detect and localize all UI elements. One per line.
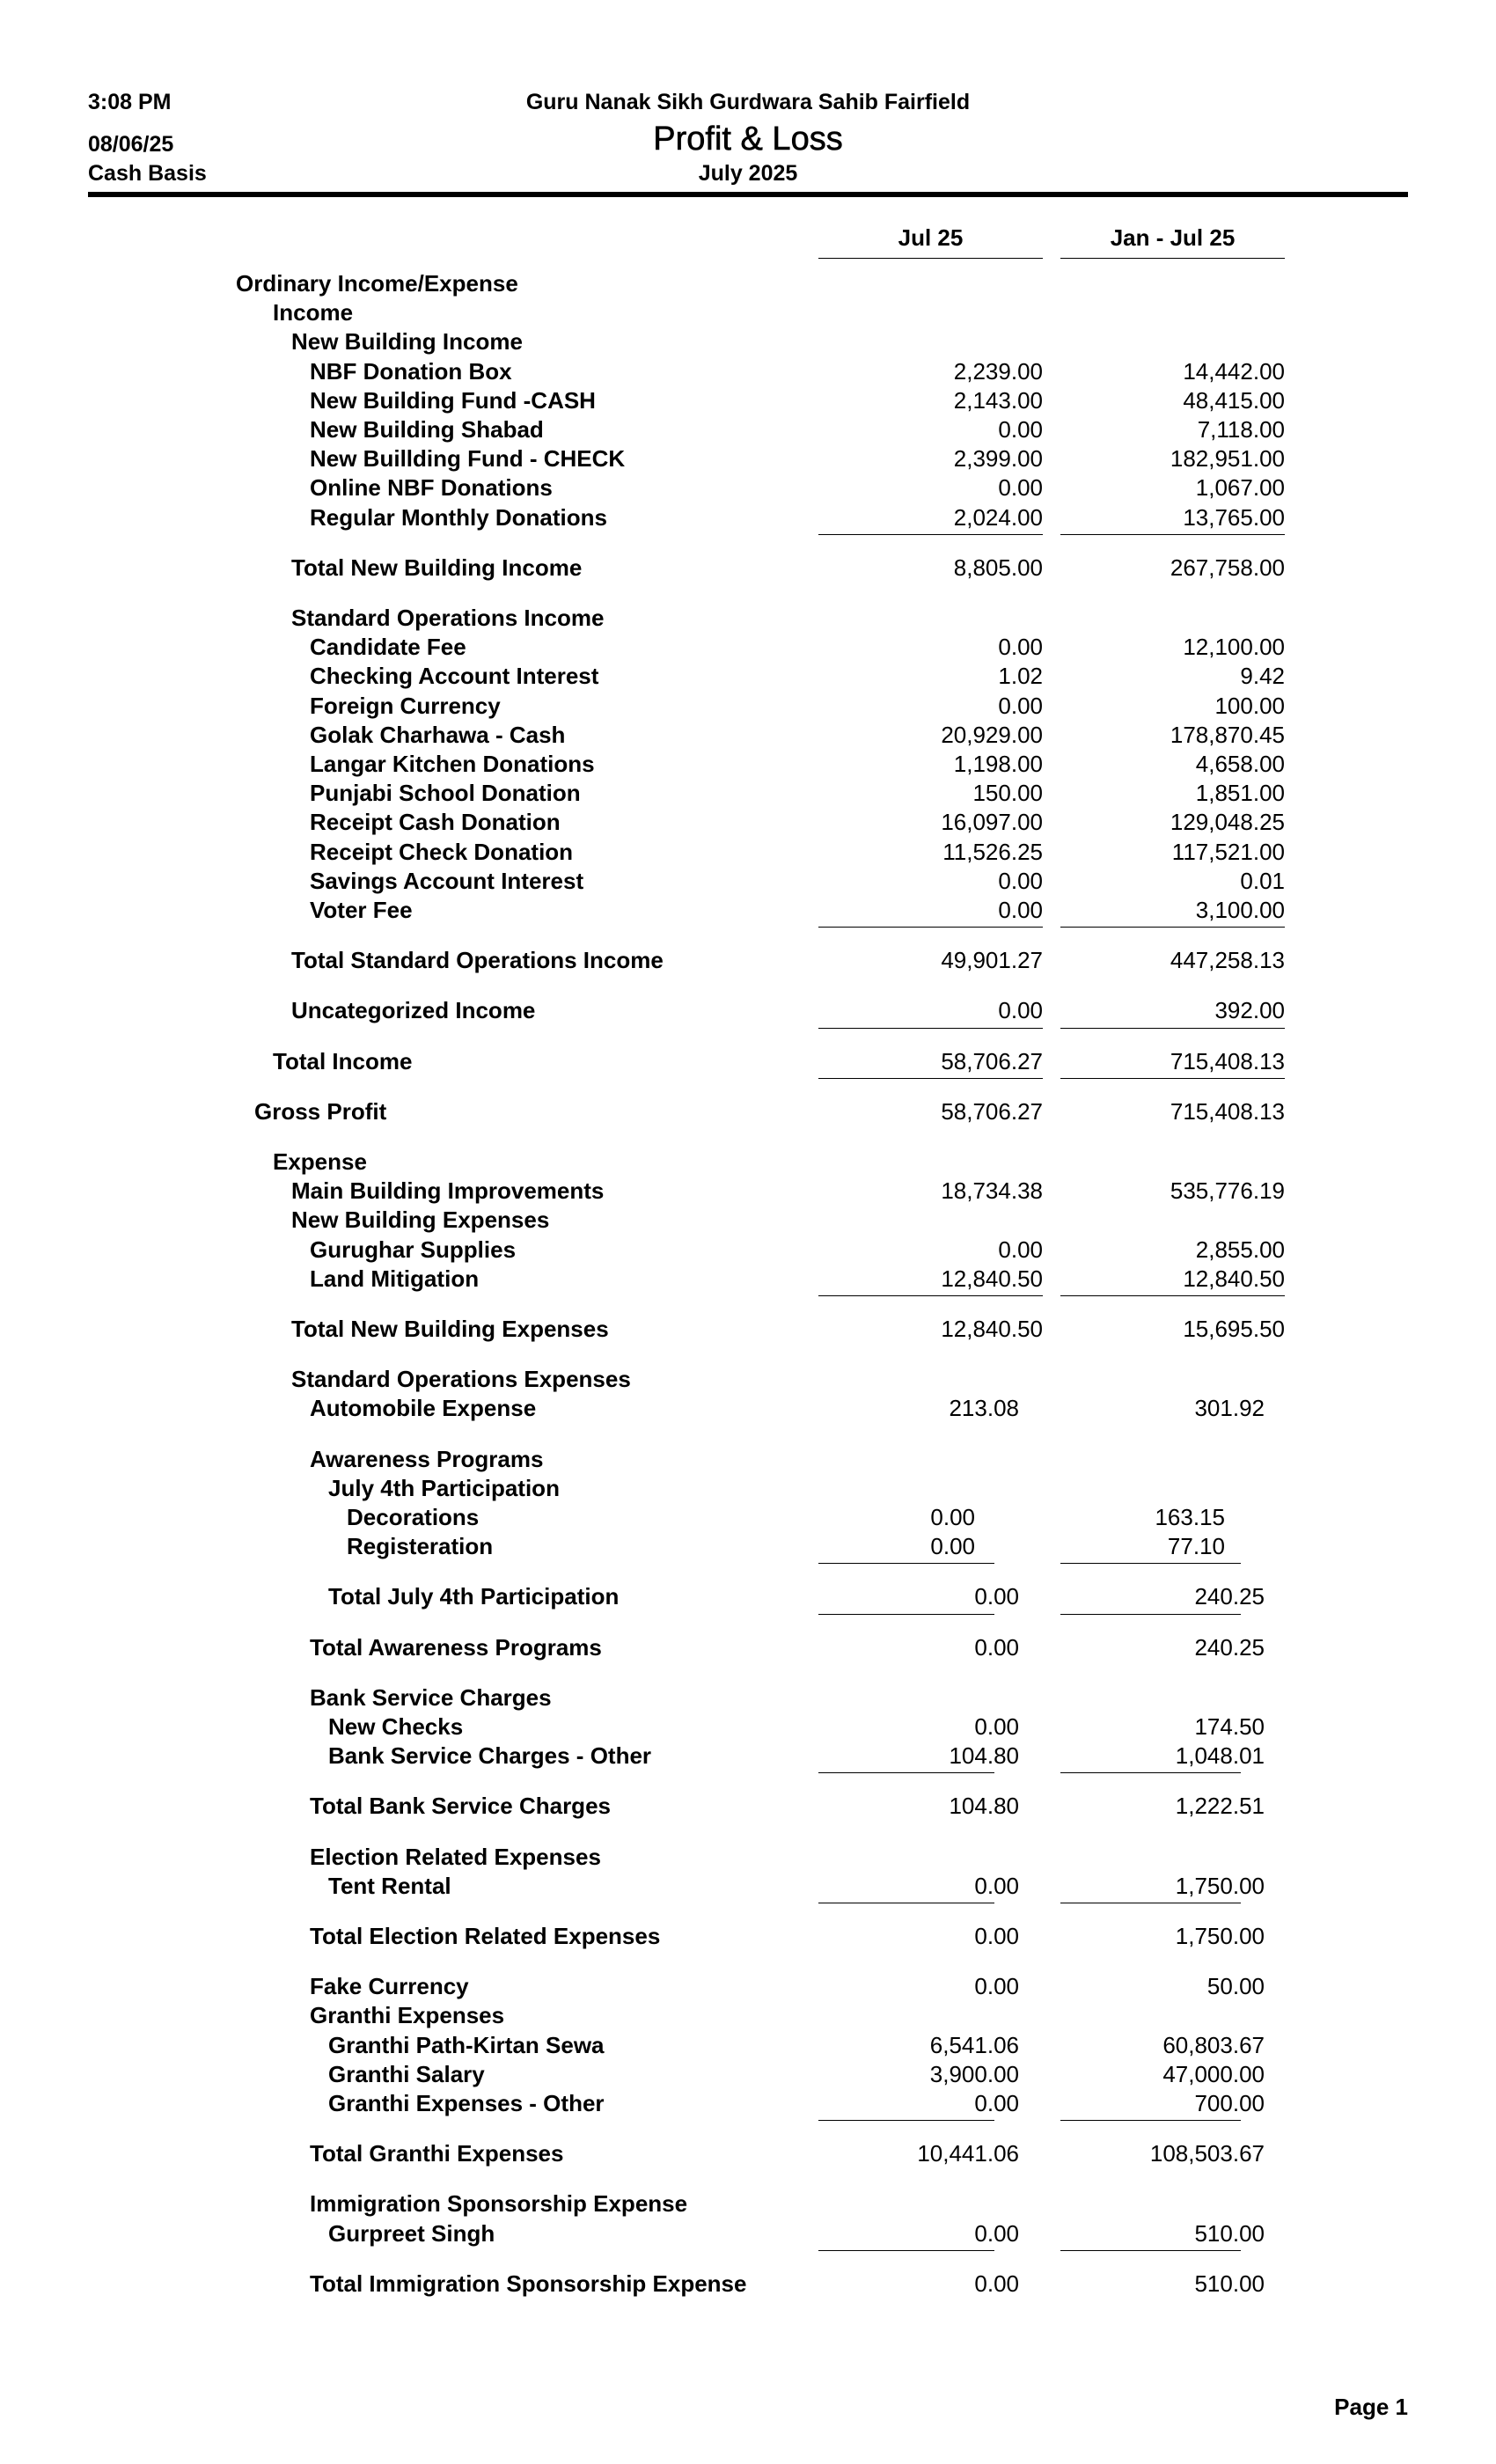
row-label: Standard Operations Income: [291, 605, 605, 631]
table-row: [0, 1206, 1496, 1235]
table-row: [0, 554, 1496, 583]
row-label: New Building Shabad: [310, 416, 544, 443]
amount-ytd: 1,750.00: [1175, 1923, 1265, 1949]
row-label: Ordinary Income/Expense: [236, 270, 518, 297]
amount-jul: 0.00: [974, 2270, 1019, 2297]
row-label: Total Bank Service Charges: [310, 1793, 611, 1820]
amount-ytd: 48,415.00: [1183, 386, 1285, 414]
amount-ytd: 15,695.50: [1183, 1316, 1285, 1342]
report-time: 3:08 PM: [88, 90, 172, 114]
row-label: Awareness Programs: [310, 1445, 544, 1472]
row-label: Receipt Cash Donation: [310, 809, 561, 836]
table-row: [0, 867, 1496, 896]
subtotal-rule: [818, 1078, 1043, 1079]
amount-ytd: 129,048.25: [1170, 809, 1285, 836]
row-label: Uncategorized Income: [291, 997, 536, 1024]
amount-ytd: 50.00: [1206, 1973, 1265, 2000]
row-label: Fake Currency: [310, 1973, 469, 2000]
row-label: Gross Profit: [254, 1097, 387, 1125]
amount-ytd: 392.00: [1214, 997, 1285, 1024]
row-label: Savings Account Interest: [310, 867, 584, 894]
subtotal-rule: [1060, 1028, 1285, 1029]
amount-ytd: 4,658.00: [1195, 751, 1285, 777]
table-row: [0, 2089, 1496, 2118]
row-label: Total Immigration Sponsorship Expense: [310, 2270, 747, 2297]
row-label: Election Related Expenses: [310, 1843, 601, 1870]
amount-ytd: 13,765.00: [1183, 503, 1285, 531]
amount-jul: 0.00: [974, 1713, 1019, 1740]
amount-ytd: 182,951.00: [1170, 445, 1285, 473]
row-label: Granthi Expenses - Other: [328, 2090, 605, 2116]
row-label: Total Awareness Programs: [310, 1633, 602, 1661]
row-label: Punjabi School Donation: [310, 780, 581, 807]
amount-ytd: 77.10: [1167, 1533, 1225, 1560]
row-label: Land Mitigation: [310, 1265, 480, 1292]
amount-ytd: 60,803.67: [1162, 2031, 1265, 2058]
amount-jul: 18,734.38: [941, 1177, 1043, 1205]
amount-jul: 2,143.00: [953, 386, 1043, 414]
row-label: Granthi Path-Kirtan Sewa: [328, 2031, 605, 2058]
table-row: [0, 1236, 1496, 1265]
amount-jul: 0.00: [974, 1583, 1019, 1610]
report-title: Profit & Loss: [653, 121, 843, 158]
subtotal-rule: [818, 534, 1043, 535]
table-row: [0, 1922, 1496, 1951]
report-date: 08/06/25: [88, 132, 174, 157]
amount-jul: 8,805.00: [953, 554, 1043, 581]
table-row: [0, 808, 1496, 837]
row-label: Regular Monthly Donations: [310, 503, 607, 531]
row-label: Receipt Check Donation: [310, 838, 574, 865]
row-label: Bank Service Charges - Other: [328, 1742, 652, 1770]
row-label: Voter Fee: [310, 897, 413, 923]
table-row: [0, 1177, 1496, 1206]
table-row: [0, 444, 1496, 473]
amount-ytd: 715,408.13: [1170, 1097, 1285, 1125]
subtotal-rule: [818, 1295, 1043, 1296]
amount-ytd: 240.25: [1194, 1583, 1265, 1610]
row-label: Registeration: [347, 1533, 494, 1560]
table-row: [0, 2060, 1496, 2089]
table-row: [0, 1633, 1496, 1662]
amount-jul: 0.00: [974, 2090, 1019, 2116]
table-row: [0, 2219, 1496, 2248]
amount-jul: 0.00: [998, 416, 1043, 443]
subtotal-rule: [1060, 534, 1285, 535]
amount-ytd: 301.92: [1194, 1395, 1265, 1422]
amount-ytd: 1,851.00: [1195, 780, 1285, 807]
amount-ytd: 0.01: [1240, 867, 1285, 894]
subtotal-rule: [1060, 1295, 1285, 1296]
row-label: Foreign Currency: [310, 692, 501, 719]
table-row: [0, 896, 1496, 925]
amount-ytd: 14,442.00: [1183, 357, 1285, 385]
table-row: [0, 1532, 1496, 1561]
row-label: Total Granthi Expenses: [310, 2140, 564, 2167]
table-row: [0, 1843, 1496, 1872]
amount-ytd: 2,855.00: [1195, 1236, 1285, 1263]
report-period: July 2025: [698, 161, 798, 186]
subtotal-rule: [818, 1614, 994, 1615]
table-row: [0, 2270, 1496, 2299]
table-row: [0, 473, 1496, 502]
row-label: Candidate Fee: [310, 634, 466, 661]
table-row: [0, 2189, 1496, 2218]
row-label: Main Building Improvements: [291, 1177, 605, 1205]
subtotal-rule: [818, 2120, 994, 2121]
table-row: [0, 503, 1496, 532]
amount-jul: 11,526.25: [942, 838, 1043, 865]
amount-jul: 20,929.00: [941, 721, 1043, 748]
table-row: [0, 357, 1496, 386]
amount-ytd: 12,100.00: [1183, 634, 1285, 661]
amount-jul: 0.00: [974, 2219, 1019, 2247]
table-row: [0, 1445, 1496, 1474]
amount-jul: 0.00: [998, 867, 1043, 894]
table-row: [0, 1972, 1496, 2001]
subtotal-rule: [1060, 1078, 1285, 1079]
table-row: [0, 1097, 1496, 1126]
table-row: [0, 1148, 1496, 1177]
amount-ytd: 9.42: [1240, 663, 1285, 690]
table-row: [0, 1683, 1496, 1712]
amount-ytd: 700.00: [1194, 2090, 1265, 2116]
amount-jul: 49,901.27: [941, 947, 1043, 974]
subtotal-rule: [818, 1772, 994, 1773]
table-row: [0, 1365, 1496, 1394]
subtotal-rule: [1060, 1772, 1241, 1773]
amount-jul: 12,840.50: [941, 1316, 1043, 1342]
column-header-ytd: Jan - Jul 25: [1110, 224, 1236, 251]
amount-jul: 0.00: [998, 634, 1043, 661]
row-label: Tent Rental: [328, 1872, 451, 1899]
subtotal-rule: [1060, 1614, 1241, 1615]
amount-jul: 2,399.00: [953, 445, 1043, 473]
row-label: Gurpreet Singh: [328, 2219, 495, 2247]
table-row: [0, 1712, 1496, 1742]
table-row: [0, 996, 1496, 1025]
amount-ytd: 7,118.00: [1197, 416, 1285, 443]
row-label: Bank Service Charges: [310, 1683, 552, 1711]
table-row: [0, 779, 1496, 808]
amount-jul: 0.00: [998, 474, 1043, 502]
row-label: Total Income: [273, 1047, 413, 1074]
subtotal-rule: [1060, 2250, 1241, 2251]
amount-jul: 0.00: [974, 1872, 1019, 1899]
row-label: Automobile Expense: [310, 1395, 537, 1422]
amount-ytd: 447,258.13: [1170, 947, 1285, 974]
amount-jul: 0.00: [930, 1504, 975, 1530]
table-row: [0, 1503, 1496, 1532]
company-name: Guru Nanak Sikh Gurdwara Sahib Fairfield: [525, 90, 971, 114]
amount-jul: 213.08: [949, 1395, 1019, 1422]
table-row: [0, 946, 1496, 975]
row-label: Total New Building Income: [291, 554, 583, 581]
amount-ytd: 1,067.00: [1195, 474, 1285, 502]
amount-jul: 0.00: [998, 897, 1043, 923]
row-label: Total Standard Operations Income: [291, 947, 664, 974]
amount-jul: 104.80: [949, 1793, 1019, 1820]
table-row: [0, 838, 1496, 867]
table-row: [0, 721, 1496, 750]
row-label: Standard Operations Expenses: [291, 1366, 631, 1393]
subtotal-rule: [818, 927, 1043, 928]
report-basis: Cash Basis: [88, 161, 207, 186]
row-label: NBF Donation Box: [310, 357, 512, 385]
row-label: Expense: [273, 1148, 367, 1175]
table-row: [0, 633, 1496, 662]
row-label: Golak Charhawa - Cash: [310, 721, 566, 748]
amount-jul: 2,024.00: [953, 503, 1043, 531]
table-row: [0, 298, 1496, 327]
row-label: New Checks: [328, 1713, 464, 1740]
table-row: [0, 1474, 1496, 1503]
table-row: [0, 1394, 1496, 1423]
table-row: [0, 1315, 1496, 1344]
amount-jul: 0.00: [998, 692, 1043, 719]
row-label: Immigration Sponsorship Expense: [310, 2190, 688, 2218]
table-row: [0, 327, 1496, 356]
row-label: Decorations: [347, 1504, 480, 1530]
amount-jul: 1,198.00: [953, 751, 1043, 777]
subtotal-rule: [818, 1028, 1043, 1029]
amount-ytd: 715,408.13: [1170, 1047, 1285, 1074]
table-row: [0, 269, 1496, 298]
row-label: Income: [273, 299, 354, 326]
amount-ytd: 178,870.45: [1170, 721, 1285, 748]
amount-jul: 16,097.00: [941, 809, 1043, 836]
table-row: [0, 662, 1496, 691]
table-row: [0, 1265, 1496, 1294]
amount-ytd: 1,222.51: [1175, 1793, 1265, 1820]
amount-jul: 0.00: [974, 1973, 1019, 2000]
amount-ytd: 535,776.19: [1170, 1177, 1285, 1205]
row-label: New Building Income: [291, 328, 523, 356]
amount-ytd: 174.50: [1194, 1713, 1265, 1740]
amount-jul: 10,441.06: [917, 2140, 1019, 2167]
amount-ytd: 12,840.50: [1183, 1265, 1285, 1292]
table-row: [0, 1047, 1496, 1076]
amount-jul: 2,239.00: [953, 357, 1043, 385]
subtotal-rule: [818, 1563, 994, 1564]
amount-ytd: 47,000.00: [1162, 2060, 1265, 2087]
row-label: Granthi Expenses: [310, 2002, 505, 2029]
amount-ytd: 163.15: [1155, 1504, 1225, 1530]
amount-jul: 58,706.27: [941, 1047, 1043, 1074]
row-label: Langar Kitchen Donations: [310, 751, 595, 777]
subtotal-rule: [818, 2250, 994, 2251]
amount-jul: 58,706.27: [941, 1097, 1043, 1125]
amount-ytd: 510.00: [1194, 2219, 1265, 2247]
amount-jul: 0.00: [974, 1923, 1019, 1949]
subtotal-rule: [1060, 2120, 1241, 2121]
amount-jul: 0.00: [998, 1236, 1043, 1263]
amount-ytd: 100.00: [1214, 692, 1285, 719]
table-row: [0, 1742, 1496, 1771]
amount-jul: 0.00: [930, 1533, 975, 1560]
amount-ytd: 3,100.00: [1195, 897, 1285, 923]
row-label: Checking Account Interest: [310, 663, 599, 690]
row-label: New Building Fund -CASH: [310, 386, 596, 414]
row-label: Total New Building Expenses: [291, 1316, 609, 1342]
table-row: [0, 2001, 1496, 2030]
amount-jul: 0.00: [998, 997, 1043, 1024]
amount-jul: 150.00: [972, 780, 1043, 807]
amount-jul: 104.80: [949, 1742, 1019, 1770]
row-label: New Buillding Fund - CHECK: [310, 445, 626, 473]
column-header-jul: Jul 25: [898, 224, 964, 251]
table-row: [0, 604, 1496, 633]
table-row: [0, 750, 1496, 779]
amount-jul: 1.02: [998, 663, 1043, 690]
subtotal-rule: [1060, 1563, 1241, 1564]
table-row: [0, 1582, 1496, 1611]
row-label: New Building Expenses: [291, 1206, 550, 1234]
row-label: Granthi Salary: [328, 2060, 485, 2087]
table-row: [0, 1872, 1496, 1901]
table-row: [0, 1792, 1496, 1821]
amount-ytd: 108,503.67: [1149, 2140, 1265, 2167]
table-row: [0, 692, 1496, 721]
table-row: [0, 2139, 1496, 2168]
amount-ytd: 267,758.00: [1170, 554, 1285, 581]
amount-jul: 6,541.06: [929, 2031, 1019, 2058]
amount-ytd: 117,521.00: [1171, 838, 1285, 865]
row-label: Total Election Related Expenses: [310, 1923, 661, 1949]
amount-jul: 12,840.50: [941, 1265, 1043, 1292]
row-label: July 4th Participation: [328, 1474, 560, 1501]
page-number: Page 1: [1334, 2394, 1408, 2420]
amount-ytd: 1,048.01: [1175, 1742, 1265, 1770]
subtotal-rule: [1060, 927, 1285, 928]
row-label: Total July 4th Participation: [328, 1583, 620, 1610]
table-row: [0, 415, 1496, 444]
amount-ytd: 240.25: [1194, 1633, 1265, 1661]
amount-jul: 3,900.00: [929, 2060, 1019, 2087]
amount-jul: 0.00: [974, 1633, 1019, 1661]
table-row: [0, 2031, 1496, 2060]
row-label: Gurughar Supplies: [310, 1236, 517, 1263]
row-label: Online NBF Donations: [310, 474, 553, 502]
table-row: [0, 386, 1496, 415]
amount-ytd: 1,750.00: [1175, 1872, 1265, 1899]
amount-ytd: 510.00: [1194, 2270, 1265, 2297]
